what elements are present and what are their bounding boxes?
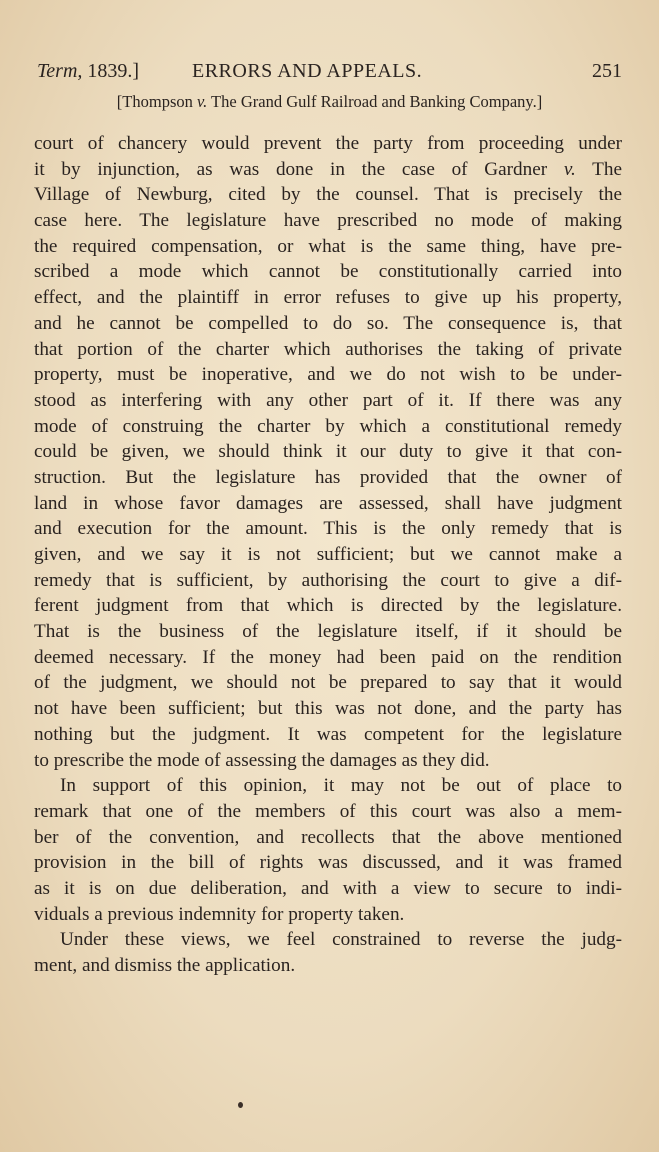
text-segment: the required compensation, or what is the same thing, have pre-: [34, 235, 622, 257]
ink-spot: [238, 1102, 243, 1108]
text-line: [34, 953, 622, 979]
text-line: [34, 773, 622, 799]
text-segment: ferent judgment from that which is directed by the legislature.: [34, 595, 622, 617]
caption-versus: v.: [197, 92, 208, 111]
text-line: [34, 927, 622, 953]
text-line: [34, 902, 622, 928]
running-header: [37, 60, 622, 88]
text-segment: provision in the bill of rights was discussed, and it was framed: [34, 852, 622, 874]
text-segment: land in whose favor damages are assessed, shall have judgment: [34, 492, 622, 514]
text-segment: The: [575, 158, 623, 180]
opinion-text: [34, 131, 622, 979]
text-line: [34, 491, 622, 517]
text-segment: stood as interfering with any other part of it. If there was any: [34, 389, 622, 411]
text-line: [34, 337, 622, 363]
text-segment: v.: [563, 158, 576, 180]
text-segment: effect, and the plaintiff in error refuses to give up his property,: [34, 287, 622, 309]
text-segment: and he cannot be compelled to do so. The consequence is, that: [34, 312, 622, 334]
text-line: [34, 542, 622, 568]
text-segment: it by injunction, as was done in the case of Gardner: [34, 158, 564, 180]
text-segment: Village of Newburg, cited by the counsel. That is precisely the: [34, 184, 622, 206]
text-line: [34, 414, 622, 440]
text-segment: deemed necessary. If the money had been paid on the rendition: [34, 646, 622, 668]
text-line: [34, 465, 622, 491]
term-label: [37, 60, 139, 83]
caption-plaintiff: [Thompson: [116, 92, 197, 111]
text-segment: case here. The legislature have prescribed no mode of making: [34, 210, 622, 232]
text-segment: mode of construing the charter by which a constitutional remedy: [34, 415, 622, 437]
text-line: [34, 619, 622, 645]
text-line: [34, 157, 622, 183]
term-word: Term,: [37, 60, 83, 82]
text-segment: ment, and dismiss the application.: [34, 955, 296, 976]
text-line: [34, 696, 622, 722]
text-line: [34, 234, 622, 260]
text-segment: as it is on due deliberation, and with a view to secure to indi-: [34, 877, 622, 899]
text-segment: that portion of the charter which authorises the taking of private: [34, 338, 622, 360]
text-segment: to prescribe the mode of assessing the damages as they did.: [34, 749, 490, 771]
text-segment: remark that one of the members of this court was also a mem-: [34, 800, 622, 822]
text-line: [34, 516, 622, 542]
text-segment: court of chancery would prevent the party from proceeding under: [34, 133, 622, 154]
text-segment: scribed a mode which cannot be constitutionally carried into: [34, 261, 622, 283]
text-segment: viduals a previous indemnity for property taken.: [34, 903, 405, 925]
caption-defendant: The Grand Gulf Railroad and Banking Company.]: [207, 92, 543, 111]
text-segment: In support of this opinion, it may not be out of place to: [60, 775, 622, 797]
text-segment: struction. But the legislature has provided that the owner of: [34, 466, 622, 488]
text-line: [34, 439, 622, 465]
text-line: [34, 670, 622, 696]
text-segment: nothing but the judgment. It was competent for the legislature: [34, 723, 622, 745]
text-line: [34, 825, 622, 851]
text-segment: could be given, we should think it our duty to give it that con-: [34, 441, 622, 463]
page-number: 251: [592, 60, 622, 82]
text-segment: ber of the convention, and recollects that the above mentioned: [34, 826, 622, 848]
text-line: [34, 645, 622, 671]
text-line: [34, 208, 622, 234]
text-segment: Under these views, we feel constrained to reverse the judg-: [60, 929, 622, 951]
text-segment: not have been sufficient; but this was not done, and the party has: [34, 698, 622, 720]
text-line: [34, 182, 622, 208]
running-title: ERRORS AND APPEALS.: [192, 60, 423, 82]
text-line: [34, 593, 622, 619]
text-line: [34, 799, 622, 825]
text-line: [34, 850, 622, 876]
text-line: [34, 285, 622, 311]
text-segment: given, and we say it is not sufficient; but we cannot make a: [34, 544, 622, 565]
text-line: [34, 876, 622, 902]
text-line: [34, 311, 622, 337]
text-segment: property, must be inoperative, and we do not wish to be under-: [34, 364, 622, 386]
text-segment: That is the business of the legislature itself, if it should be: [34, 621, 622, 643]
text-line: [34, 748, 622, 774]
text-line: [34, 722, 622, 748]
text-line: [34, 259, 622, 285]
text-segment: of the judgment, we should not be prepared to say that it would: [34, 672, 622, 694]
text-line: [34, 362, 622, 388]
text-line: [34, 568, 622, 594]
term-year: 1839.]: [87, 60, 140, 82]
text-line: [34, 131, 622, 157]
text-segment: and execution for the amount. This is the only remedy that is: [34, 518, 622, 540]
text-line: [34, 388, 622, 414]
text-segment: remedy that is sufficient, by authorising the court to give a dif-: [34, 569, 622, 591]
case-caption: [0, 92, 659, 112]
